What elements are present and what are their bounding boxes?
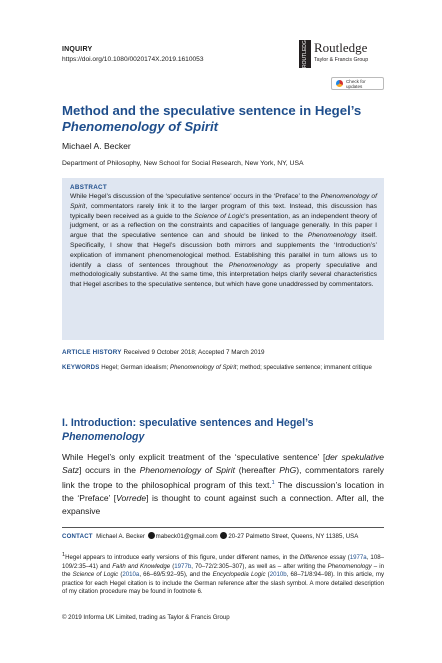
section-heading: I. Introduction: speculative sentences and Hegel’s Phenomenology [62, 417, 314, 443]
footnote-ref[interactable]: 1 [271, 480, 275, 486]
author-affiliation: Department of Philosophy, New School for Social Research, New York, NY, USA [62, 160, 304, 167]
logo-mark: ROUTLEDGE [299, 40, 311, 68]
copyright-notice: © 2019 Informa UK Limited, trading as Taylor & Francis Group [62, 614, 230, 621]
publisher-sub: Taylor & Francis Group [314, 57, 369, 63]
doi-link[interactable]: https://doi.org/10.1080/0020174X.2019.1610053 [62, 56, 204, 63]
article-title: Method and the speculative sentence in Hegel’s Phenomenology of Spirit [62, 103, 362, 134]
keywords: KEYWORDS Hegel; German idealism; Phenomenology of Spirit; method; speculative sentence; immanent critique [62, 364, 372, 371]
email-icon [148, 532, 155, 539]
author-name: Michael A. Becker [62, 141, 131, 151]
publisher-logo [299, 36, 389, 72]
citation-link[interactable]: 1977b [174, 562, 192, 570]
footnote-divider [62, 527, 384, 528]
journal-name: INQUIRY [62, 46, 93, 53]
footnote: $^1$Hegel appears to introduce early versions of this figure, under different names, in the Difference essay (1977a, 108–109/2:35–41) and Faith and Knowledge (1977b, 70–72/2:305–307), as well as – after writing the Phenomenology – in the Science of Logic (2010a, 66–69/5:92–95), and the Encyclopedia Logic (2010b, 68–71/8:94–98). In this article, my practice for each Hegel citation is to include the German reference after the slash symbol. A more detailed description of my citation procedure may be found in footnote 6. [62, 552, 384, 596]
abstract-heading: ABSTRACT [70, 184, 108, 191]
check-updates-button[interactable] [331, 77, 384, 90]
citation-link[interactable]: 1977a [349, 554, 367, 562]
citation-link[interactable]: 2010b [269, 571, 287, 579]
location-icon [220, 532, 227, 539]
abstract-box [62, 178, 384, 340]
contact-email[interactable]: mabeck01@gmail.com [155, 533, 218, 540]
crossmark-icon [336, 80, 343, 87]
citation-link[interactable]: 2010a [122, 571, 140, 579]
contact-info: CONTACT Michael A. Becker mabeck01@gmail.com 20-27 Palmetto Street, Queens, NY 11385, USA [62, 533, 359, 540]
check-updates-label: Check for updates [345, 78, 366, 89]
abstract-text: While Hegel’s discussion of the ‘speculative sentence’ occurs in the ‘Preface’ to the Phenomenology of Spirit, commentators rarely link it to the larger program of this text. Instead, this discussion has typically been received as a guide to the Science of Logic’s presentation, as an independent theory of judgment, or as a reflection on the constraints and capacities of language generally. In this paper I argue that the speculative sentence can and should be linked to the Phenomenology itself. Specifically, I show that Hegel’s discussion both mirrors and supplements the ‘Introduction’s’ explication of immanent phenomenological method. Establishing this parallel in turn allows us to identify a class of sentences throughout the Phenomenology as properly speculative and methodologically substantive. At the same time, this interpretation helps clarify several characteristics that Hegel ascribes to the speculative sentence, but which have gone unaddressed by commentators. [70, 193, 377, 289]
body-paragraph: While Hegel’s only explicit treatment of the ‘speculative sentence’ [der spekulative Satz] occurs in the Phenomenology of Spirit (hereafter PhG), commentators rarely link the trope to the philosophical program of this text.$^1$ The discussion’s location in the ‘Preface’ [Vorrede] is thought to count against such a connection. After all, the expansive [62, 452, 385, 516]
publisher-name: Routledge [314, 40, 368, 55]
article-history: ARTICLE HISTORY Received 9 October 2018; Accepted 7 March 2019 [62, 349, 265, 356]
